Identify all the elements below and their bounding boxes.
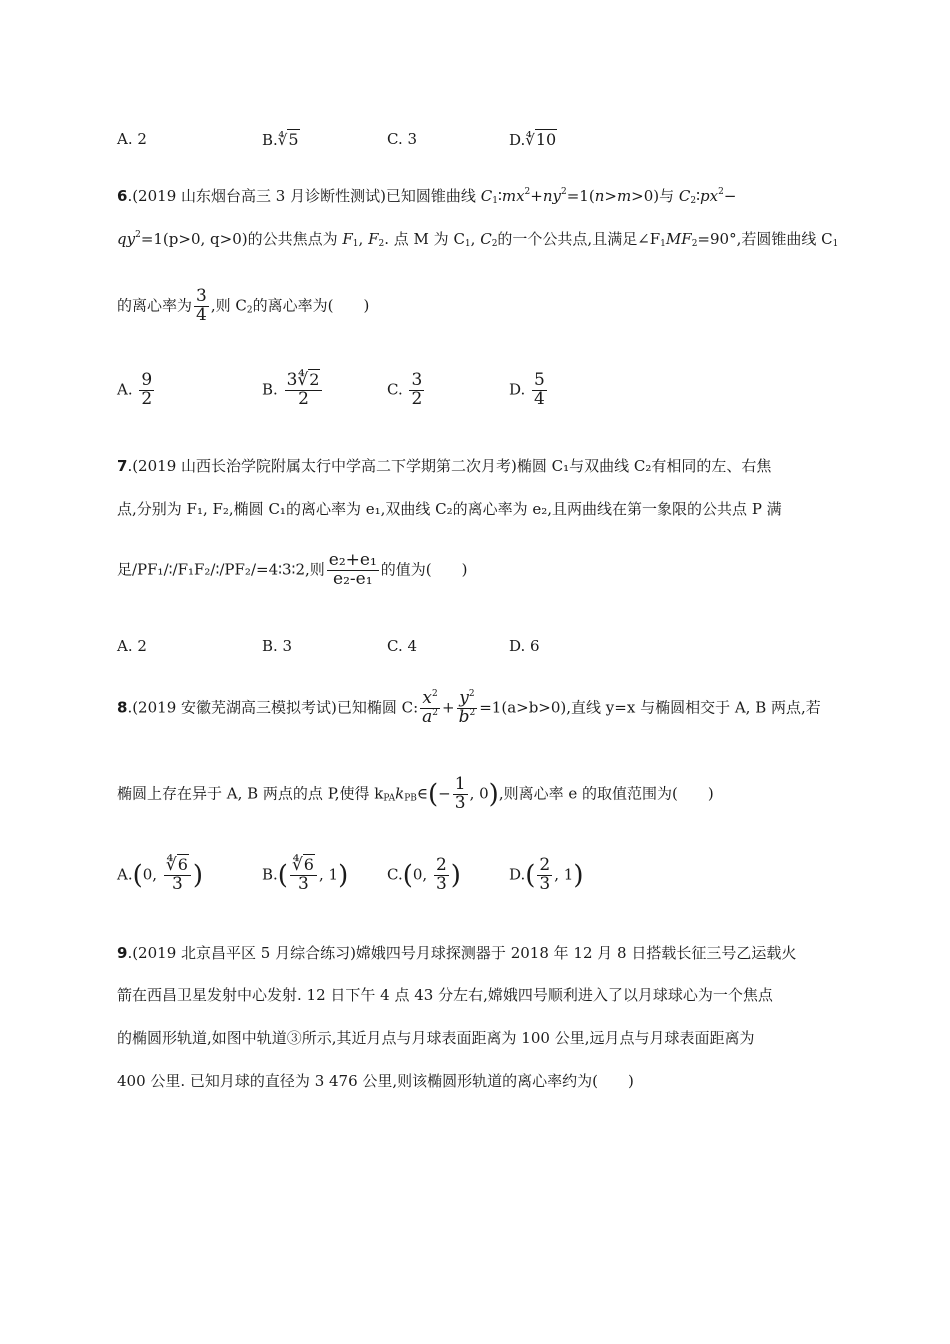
q5-option-d-label: D.: [509, 131, 526, 149]
q8-line2-a: 椭圆上存在异于 A, B 两点的点 P,使得 k: [117, 784, 384, 803]
q5-option-b-radicand: 5: [288, 130, 299, 149]
q6-line-1: 6.(2019 山东烟台高三 3 月诊断性测试)已知圆锥曲线 $C_1∶mx^2+ny^2=1(n>m>0)$与 $C_2∶px^2-$: [117, 187, 737, 206]
q9-line-1: [117, 942, 796, 963]
q6-line-2: $qy^2=1(p>0$, q>0)的公共焦点为 $F_1$, $F_2$. 点 M 为 $C_1$, $C_2$的一个公共点,且满足$\angle F_1MF_2=90^\circ$,若圆锥曲线 $C_1$: [117, 230, 839, 249]
q5-option-a: A. 2: [117, 130, 147, 148]
q6-line2-a: =1(p>0, q>0)的公共焦点为: [140, 230, 338, 248]
q6-option-c: C. $\frac{3}{2}$: [387, 370, 423, 409]
q7-line-1: [117, 455, 771, 476]
q5-option-b: B.∜5: [262, 130, 299, 149]
q9-line-3: 的椭圆形轨道,如图中轨道③所示,其近月点与月球表面距离为 100 公里,远月点与月球表面距离为: [117, 1029, 755, 1047]
q7-line-2: 点,分别为 F₁, F₂,椭圆 C₁的离心率为 e₁,双曲线 C₂的离心率为 e₂,且两曲线在第一象限的公共点 P 满: [117, 500, 782, 518]
q8-line-2: 椭圆上存在异于 A, B 两点的点 P,使得 $k_{PA}k_{PB}\in(-$ $\frac{1}{3}$ , 0),则离心率 e 的取值范围为( ): [117, 774, 714, 813]
q9-line-4: 400 公里. 已知月球的直径为 3 476 公里,则该椭圆形轨道的离心率约为( ): [117, 1072, 634, 1090]
q6-line3-b: ,则 C: [210, 296, 247, 315]
q5-option-d-radicand: 10: [535, 130, 557, 149]
q7-option-a: A. 2: [117, 637, 147, 655]
q7-line3-a: 足/PF₁/∶/F₁F₂/∶/PF₂/=4∶3∶2,则: [117, 560, 325, 579]
q9-line-2: 箭在西昌卫星发射中心发射. 12 日下午 4 点 43 分左右,嫦娥四号顺利进入了以月球球心为一个焦点: [117, 986, 773, 1004]
q6-line2-d: =90°,若圆锥曲线 C: [697, 230, 833, 248]
q6-option-a: A. $\frac{9}{2}$: [117, 370, 153, 409]
q7-option-d: D. 6: [509, 637, 540, 655]
q8-line2-b: ∈: [416, 784, 428, 803]
q7-line-3: [117, 552, 468, 589]
q6-line-3: 的离心率为 $\frac{3}{4}$ ,则 $C_2$的离心率为( ): [117, 286, 370, 325]
q6-line3-a: 的离心率为: [117, 296, 193, 315]
q8-option-c: C.(0, $\frac{2}{3}$ ): [387, 855, 461, 894]
q7-line1-text: .(2019 山西长治学院附属太行中学高二下学期第二次月考)椭圆 C₁与双曲线 C₂有相同的左、右焦: [127, 457, 772, 475]
q8-option-d: D.( $\frac{2}{3}$ , 1): [509, 855, 584, 894]
q8-line2-c: ,则离心率 e 的取值范围为( ): [498, 784, 714, 803]
q8-option-a: A.(0, $\frac{∜6}{3}$ ): [117, 855, 204, 894]
q7-option-b: B. 3: [262, 637, 293, 655]
q6-source: .(2019 山东烟台高三 3 月诊断性测试)已知圆锥曲线: [127, 187, 476, 205]
q7-line3-b: 的值为( ): [380, 560, 468, 579]
q8-line1-a: .(2019 安徽芜湖高三模拟考试)已知椭圆 C:: [127, 698, 419, 717]
q6-number: 6: [117, 187, 128, 205]
q8-option-b: B.( $\frac{∜6}{3}$ , 1): [262, 855, 349, 894]
q7-option-c: C. 4: [387, 637, 418, 655]
q9-line1-text: .(2019 北京昌平区 5 月综合练习)嫦娥四号月球探测器于 2018 年 12 月 8 日搭载长征三号乙运载火: [127, 944, 797, 962]
q5-option-b-label: B.: [262, 131, 278, 149]
q8-number: 8: [117, 698, 128, 717]
q6-eccentricity-fraction: $\frac{3}{4}$: [196, 286, 207, 325]
q6-line2-c: 的一个公共点,且满足∠F: [497, 230, 661, 248]
q6-option-d: D. $\frac{5}{4}$: [509, 370, 545, 409]
q6-option-b: B. $\frac{3∜2}{2}$: [262, 372, 324, 409]
q7-ratio-fraction: $\frac{\text{e₂+e₁}}{\text{e₂-e₁}}$: [328, 550, 377, 589]
q8-line-1: 8.(2019 安徽芜湖高三模拟考试)已知椭圆 C: $\frac{x^2}{a^2}$ + $\frac{y^2}{b^2}$ =1(a>b>0),直线 y=x 与椭圆相交于 A, B 两点,若: [117, 688, 821, 727]
q8-line1-b: =1(a>b>0),直线 y=x 与椭圆相交于 A, B 两点,若: [479, 698, 821, 717]
q5-option-d: D.∜10: [509, 130, 557, 149]
q7-number: 7: [117, 457, 128, 475]
q6-line2-b: 点 M 为 C: [393, 230, 465, 248]
q5-option-c: C. 3: [387, 130, 418, 148]
q6-line3-c: 的离心率为( ): [252, 296, 370, 315]
q9-number: 9: [117, 944, 128, 962]
